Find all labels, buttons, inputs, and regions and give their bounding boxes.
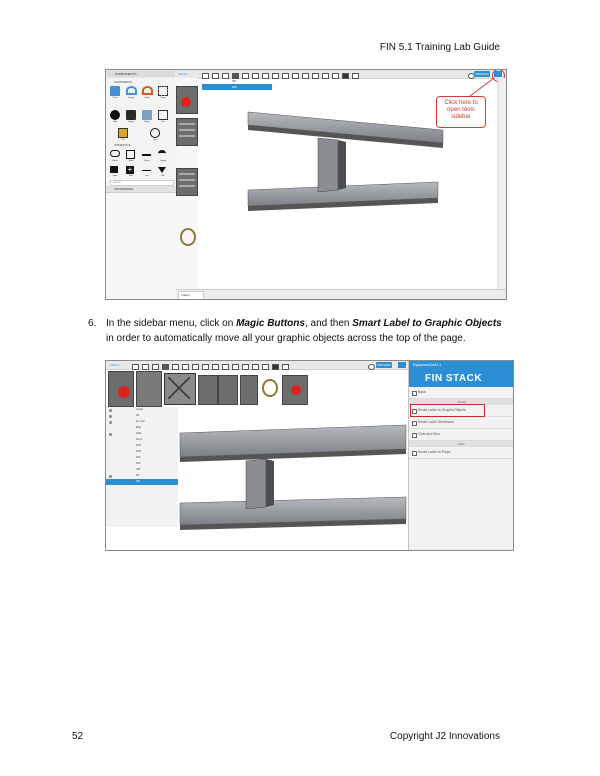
chart-icon[interactable]: [110, 86, 120, 96]
smart-label-points-button[interactable]: Smart Label to Pulps: [409, 447, 514, 459]
duct-canvas: [106, 391, 408, 550]
divider-icon[interactable]: [142, 170, 151, 171]
finstack-logo: FIN STACK: [425, 373, 483, 384]
tools-sidebar: [408, 361, 514, 550]
step-number: 6.: [88, 318, 97, 329]
bottom-tabbar: [176, 289, 506, 300]
list-item[interactable]: RH1: [136, 444, 142, 447]
coil-graphic[interactable]: [180, 228, 196, 246]
gauge-icon[interactable]: [126, 86, 137, 95]
image-icon[interactable]: [126, 110, 136, 120]
file-tab[interactable]: FIN 5.1: [178, 72, 188, 76]
screenshot-tools-sidebar: [105, 69, 507, 300]
properties-title: PROPERTIES: [106, 186, 176, 193]
components-tab[interactable]: COMPONENTS: [107, 71, 175, 77]
step-text: In the sidebar menu, click on Magic Buttons, and then Smart Label to Graphic Objects in order to automatically move all your graphic objects across the top of the page.: [106, 318, 502, 344]
list-item[interactable]: DAT: [136, 462, 141, 465]
list-item[interactable]: Bldg: [136, 426, 142, 429]
wifi-icon[interactable]: [158, 150, 166, 157]
line-icon[interactable]: [142, 154, 151, 156]
help-circle-icon[interactable]: [110, 110, 120, 120]
preview-button[interactable]: PREVIEW: [377, 363, 391, 367]
file-tab[interactable]: FIN 5.1: [110, 363, 120, 367]
list-item[interactable]: Fix Unit: [106, 419, 178, 425]
components-panel: COMPONENTS Chart Gauge Graph Group Help Image Magic Nav Pie Time INTERACTIVE Button Slider Switch Toggle + Input Add Line Wifi Search PROPERTIES: [106, 78, 177, 299]
list-item[interactable]: Temp: [136, 438, 143, 441]
copyright: Copyright J2 Innovations: [389, 731, 500, 742]
highlight-box: [410, 404, 485, 417]
list-item-selected[interactable]: DM: [106, 479, 178, 485]
page-number: 52: [72, 731, 84, 742]
signal-icon[interactable]: [158, 167, 166, 173]
vertical-scrollbar[interactable]: [498, 78, 506, 291]
checkbox-icon[interactable]: [126, 150, 135, 159]
section-interactive-title: INTERACTIVE: [114, 144, 131, 147]
list-item[interactable]: DAT: [136, 456, 141, 459]
clock-icon[interactable]: [150, 128, 160, 138]
pie-icon[interactable]: [118, 128, 128, 138]
tools-sidebar-button[interactable]: [398, 362, 406, 368]
list-item[interactable]: Cooler: [106, 407, 178, 413]
logo-banner: [409, 369, 514, 387]
group-icon[interactable]: [158, 86, 168, 96]
graphic-tab[interactable]: Graphic: [178, 291, 204, 300]
section-components-title: COMPONENTS: [114, 81, 132, 84]
callout-arrow: [466, 76, 498, 98]
list-item[interactable]: RH2: [136, 450, 142, 453]
search-input[interactable]: Search: [110, 180, 174, 186]
callout-tools-sidebar: Click here to open tools sidebar: [436, 96, 486, 128]
fan-graphic[interactable]: [176, 86, 198, 114]
graphic-strip: [176, 78, 198, 299]
overview-box-button[interactable]: Overview Box: [409, 429, 514, 441]
group-global: Global: [409, 399, 514, 405]
screenshot-magic-buttons: [105, 360, 514, 551]
list-item[interactable]: SAT: [136, 468, 141, 471]
keyboard-icon[interactable]: [110, 166, 118, 173]
link-icon[interactable]: [110, 150, 120, 157]
list-item[interactable]: SP: [106, 473, 178, 479]
properties-body: [106, 193, 176, 299]
damper-graphic[interactable]: [176, 118, 198, 146]
preview-button[interactable]: PREVIEW: [475, 72, 489, 76]
graph-icon[interactable]: [142, 86, 153, 95]
smart-label-graphic-objects-button[interactable]: Smart Label to GraphicObjects: [409, 405, 514, 417]
list-item[interactable]: ZAM: [106, 431, 178, 437]
list-item-dm[interactable]: DM: [202, 84, 272, 90]
list-item-sp[interactable]: SP: [232, 79, 237, 83]
sidebar-header: Equipment AHU-1: [409, 361, 514, 369]
nav-icon[interactable]: [158, 110, 168, 120]
group-misc: Misc: [409, 441, 514, 447]
smart-label-shorthand-button[interactable]: Smart Label Shorthand: [409, 417, 514, 429]
list-item[interactable]: SP: [106, 413, 178, 419]
filter-graphic[interactable]: [176, 168, 198, 196]
add-icon[interactable]: +: [127, 165, 133, 174]
back-button[interactable]: Back: [409, 387, 514, 399]
page-header: FIN 5.1 Training Lab Guide: [379, 42, 500, 53]
magic-icon[interactable]: [142, 110, 152, 120]
